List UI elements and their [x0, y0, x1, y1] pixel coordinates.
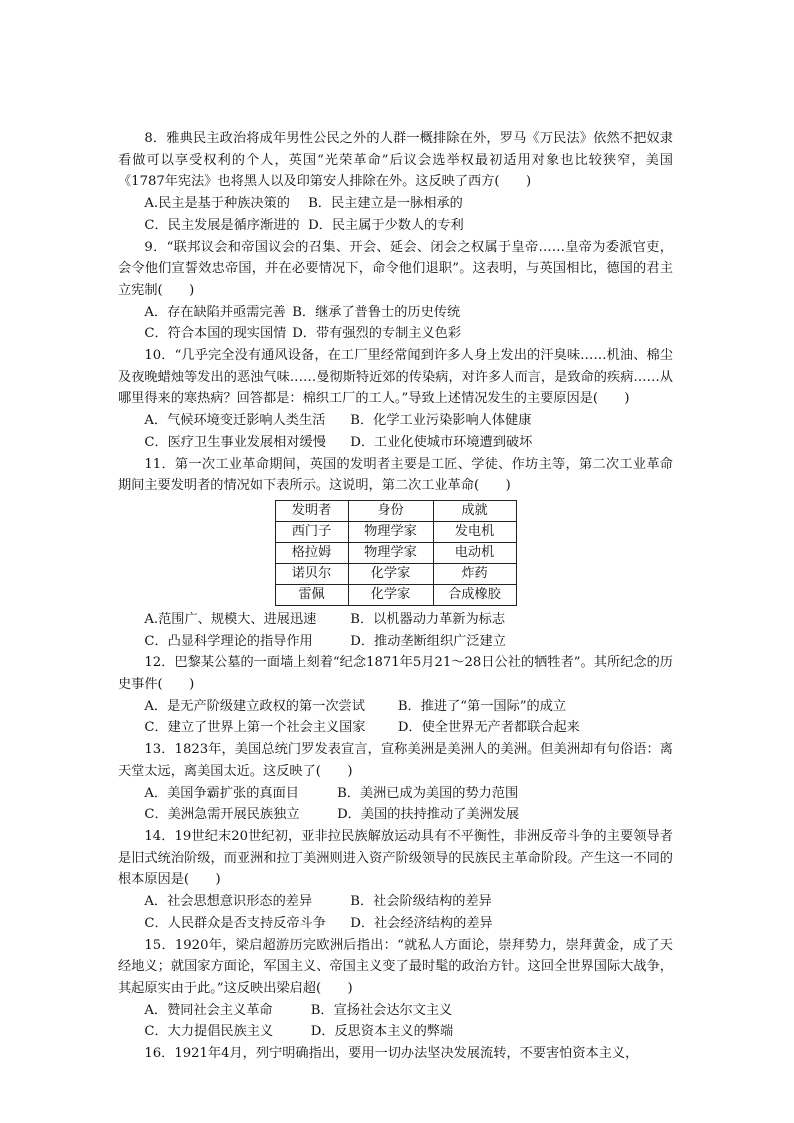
question-stem: 12．巴黎某公墓的一面墙上刻着“纪念1871年5月21～28日公社的牺牲者”。其所纪念的历史事件( )	[118, 655, 673, 693]
question-stem: 10．“几乎完全没有通风设备，在工厂里经常闻到许多人身上发出的汗臭味……机油、棉尘及夜晚蜡烛等发出的恶浊气味……曼彻斯特近郊的传染病，对许多人而言，是致命的疾病……从哪里得来的寒热病？回答都是：棉织工厂的工人。”导致上述情况发生的主要原因是( )	[118, 348, 673, 407]
table-header-row	[275, 500, 516, 521]
question-9	[118, 237, 673, 346]
table-cell: 合成橡胶	[433, 584, 516, 605]
options	[118, 1000, 673, 1043]
table-row	[275, 521, 516, 542]
option-a: A.范围广、规模大、进展迅速	[144, 611, 317, 627]
question-stem: 9．“联邦议会和帝国议会的召集、开会、延会、闭会之权属于皇帝……皇帝为委派官吏，会令他们宣誓效忠帝国，并在必要情况下，命令他们退职”。这表明，与英国相比，德国的君主立宪制( )	[118, 239, 673, 298]
question-stem: 11．第一次工业革命期间，英国的发明者主要是工匠、学徒、作坊主等，第二次工业革命期间主要发明者的情况如下表所示。这说明，第二次工业革命( )	[118, 456, 673, 494]
option-d: D．社会经济结构的差异	[350, 915, 493, 931]
table-header: 发明者	[275, 500, 348, 521]
table-row	[275, 563, 516, 584]
table-cell: 格拉姆	[275, 542, 348, 563]
option-b: B．化学工业污染影响人体健康	[350, 413, 532, 429]
option-c: C．美洲急需开展民族独立	[144, 807, 300, 823]
option-a: A．赞同社会主义革命	[144, 1002, 273, 1018]
table-cell: 西门子	[275, 521, 348, 542]
inventor-table-wrap	[118, 500, 673, 606]
table-header: 成就	[433, 500, 516, 521]
table-cell: 物理学家	[348, 521, 433, 542]
table-cell: 化学家	[348, 584, 433, 605]
question-10	[118, 345, 673, 454]
question-stem: 14．19世纪末20世纪初，亚非拉民族解放运动具有不平衡性，非洲反帝斗争的主要领导者是旧式统治阶级，而亚洲和拉丁美洲则进入资产阶级领导的民族民主革命阶段。产生这一不同的根本原因是( )	[118, 828, 673, 888]
question-12	[118, 652, 673, 739]
question-13	[118, 739, 673, 826]
option-c: C．医疗卫生事业发展相对缓慢	[144, 434, 326, 450]
option-c: C．凸显科学理论的指导作用	[144, 633, 313, 649]
option-d: D．民主属于少数人的专利	[308, 217, 464, 233]
option-a: A．气候环境变迁影响人类生活	[144, 413, 326, 429]
table-cell: 诺贝尔	[275, 563, 348, 584]
option-b: B．民主建立是一脉相承的	[308, 196, 463, 212]
option-a: A．是无产阶级建立政权的第一次尝试	[144, 698, 365, 714]
question-14	[118, 826, 673, 935]
options	[118, 783, 673, 826]
options	[118, 302, 673, 345]
option-c: C．民主发展是循序渐进的	[144, 217, 300, 233]
option-c: C．建立了世界上第一个社会主义国家	[144, 720, 366, 736]
option-c: C．符合本国的现实国情	[144, 326, 287, 342]
option-d: D．反思资本主义的弊端	[310, 1024, 454, 1040]
option-d: D．使全世界无产者都联合起来	[397, 720, 580, 736]
option-a: A．社会思想意识形态的差异	[144, 894, 313, 910]
option-b: B．美洲已成为美国的势力范围	[337, 785, 519, 801]
question-stem: 15．1920年，梁启超游历完欧洲后指出：“就私人方面论，崇拜势力，崇拜黄金，成了天经地义；就国家方面论，军国主义、帝国主义变了最时髦的政治方针。这回全世界国际大战争，其起原实由于此。”这反映出梁启超( )	[118, 937, 673, 996]
question-16	[118, 1043, 673, 1065]
table-cell: 炸药	[433, 563, 516, 584]
question-11	[118, 454, 673, 653]
option-a: A．存在缺陷并亟需完善	[144, 304, 286, 320]
question-8	[118, 128, 673, 237]
options	[118, 410, 673, 453]
option-b: B．以机器动力革新为标志	[350, 611, 506, 627]
option-b: B．推进了“第一国际”的成立	[397, 698, 567, 714]
option-c: C．人民群众是否支持反帝斗争	[144, 915, 326, 931]
option-d: D．工业化使城市环境遭到破坏	[350, 434, 533, 450]
table-header: 身份	[348, 500, 433, 521]
inventor-table	[275, 500, 517, 606]
option-d: D．美国的扶持推动了美洲发展	[337, 807, 520, 823]
question-stem: 8．雅典民主政治将成年男性公民之外的人群一概排除在外，罗马《万民法》依然不把奴隶看做可以享受权利的个人，英国“光荣革命”后议会选举权最初适用对象也比较狭窄，美国《1787年宪法》也将黑人以及印第安人排除在外。这反映了西方( )	[118, 131, 673, 190]
option-d: D．带有强烈的专制主义色彩	[292, 326, 462, 342]
table-cell: 电动机	[433, 542, 516, 563]
question-stem: 13．1823年，美国总统门罗发表宣言，宣称美洲是美洲人的美洲。但美洲却有句俗语：离天堂太远，离美国太近。这反映了( )	[118, 742, 673, 779]
question-stem: 16．1921年4月，列宁明确指出，要用一切办法坚决发展流转，不要害怕资本主义，	[144, 1046, 639, 1062]
table-row	[275, 542, 516, 563]
table-cell: 物理学家	[348, 542, 433, 563]
table-row	[275, 584, 516, 605]
question-list	[118, 128, 673, 1065]
options	[118, 696, 673, 739]
options	[118, 609, 673, 652]
table-cell: 雷佩	[275, 584, 348, 605]
option-d: D．推动垄断组织广泛建立	[350, 633, 506, 649]
options	[118, 193, 673, 236]
table-cell: 发电机	[433, 521, 516, 542]
options	[118, 891, 673, 934]
option-c: C．大力提倡民族主义	[144, 1024, 274, 1040]
question-15	[118, 935, 673, 1044]
option-b: B．继承了普鲁士的历史传统	[292, 304, 461, 320]
table-cell: 化学家	[348, 563, 433, 584]
option-a: A．美国争霸扩张的真面目	[144, 785, 299, 801]
option-b: B．宣扬社会达尔文主义	[310, 1002, 453, 1018]
option-a: A.民主是基于种族决策的	[144, 196, 290, 212]
option-b: B．社会阶级结构的差异	[350, 894, 492, 910]
